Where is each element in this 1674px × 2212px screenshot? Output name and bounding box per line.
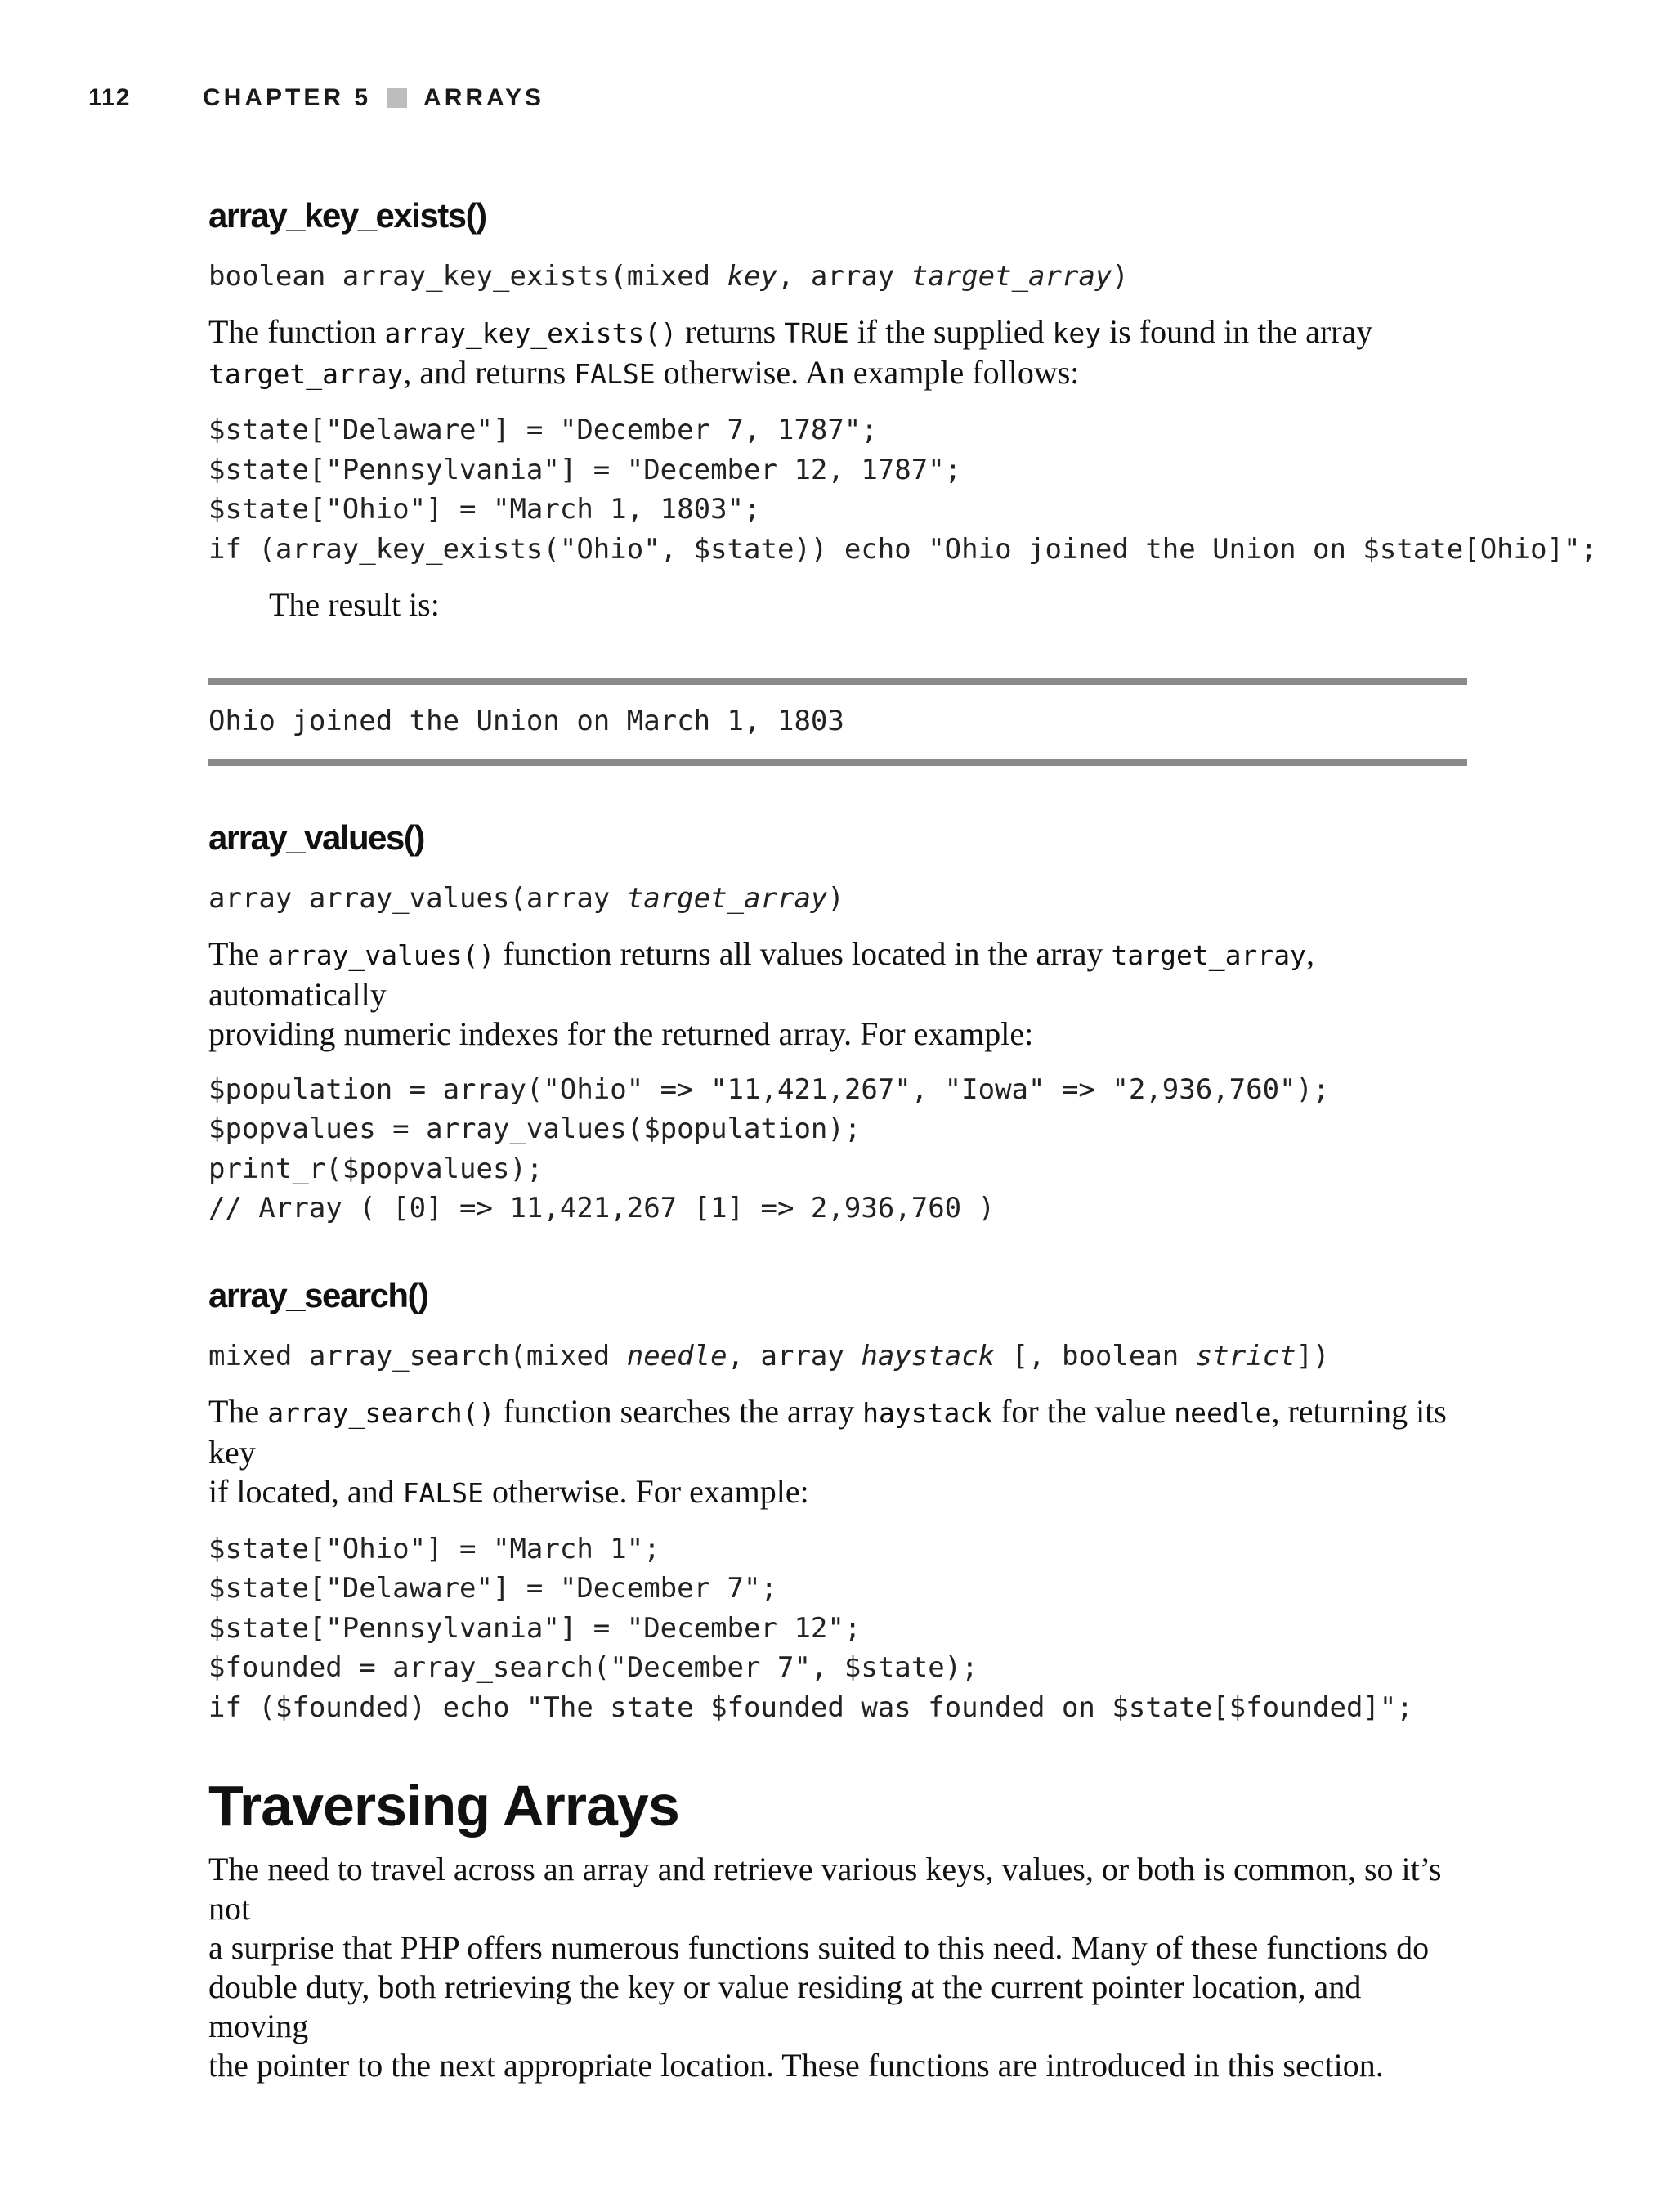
- code-block-array-key-exists: $state["Delaware"] = "December 7, 1787"; $state["Pennsylvania"] = "December 12, 1787"; $state["Ohio"] = "March 1, 1803"; if (array_key_exists("Ohio", $state)) echo "Ohio joined the Union on $state[Ohio]";: [208, 414, 1597, 566]
- result-label: The result is:: [269, 586, 440, 623]
- signature-array-values: array array_values(array target_array): [208, 881, 844, 915]
- signature-array-search: mixed array_search(mixed needle, array haystack [, boolean strict]): [208, 1339, 1330, 1372]
- paragraph-array-search: The array_search() function searches the array haystack for the value needle, returning its key if located, and FALSE otherwise. For example:: [208, 1392, 1447, 1510]
- running-head: [88, 82, 544, 114]
- paragraph-array-values: The array_values() function returns all values located in the array target_array, automatically providing numeric indexes for the returned array. For example:: [208, 934, 1314, 1052]
- chapter-title: ARRAYS: [423, 84, 544, 111]
- section-heading-traversing-arrays: Traversing Arrays: [208, 1774, 679, 1838]
- page-content: [208, 193, 1597, 2085]
- code-block-array-values: $population = array("Ohio" => "11,421,267", "Iowa" => "2,936,760"); $popvalues = array_values($population); print_r($popvalues); // Array ( [0] => 11,421,267 [1] => 2,936,760 ): [208, 1072, 1330, 1225]
- heading-array-key-exists: array_key_exists(): [208, 196, 486, 235]
- chapter-label: CHAPTER 5: [203, 84, 372, 111]
- paragraph-array-key-exists: The function array_key_exists() returns TRUE if the supplied key is found in the array target_array, and returns FALSE otherwise. An example follows:: [208, 313, 1373, 391]
- output-rule-top: [208, 678, 1467, 685]
- heading-array-values: array_values(): [208, 817, 424, 857]
- page-number: 112: [88, 84, 131, 111]
- output-block: Ohio joined the Union on March 1, 1803: [208, 705, 844, 737]
- heading-array-search: array_search(): [208, 1275, 428, 1314]
- output-rule-bottom: [208, 759, 1467, 766]
- code-block-array-search: $state["Ohio"] = "March 1"; $state["Delaware"] = "December 7"; $state["Pennsylvania"] = "December 12"; $founded = array_search("December 7", $state); if ($founded) echo "The state $founded was founded on $state[$founded]";: [208, 1532, 1413, 1724]
- paragraph-traversing-arrays: The need to travel across an array and retrieve various keys, values, or both is common, so it’s not a surprise that PHP offers numerous functions suited to this need. Many of these functions do double duty, both retrieving the key or value residing at the current pointer location, and moving the pointer to the next appropriate location. These functions are introduced in this section.: [208, 1851, 1442, 2084]
- signature-array-key-exists: boolean array_key_exists(mixed key, array target_array): [208, 260, 1129, 293]
- separator-square-icon: [387, 88, 407, 108]
